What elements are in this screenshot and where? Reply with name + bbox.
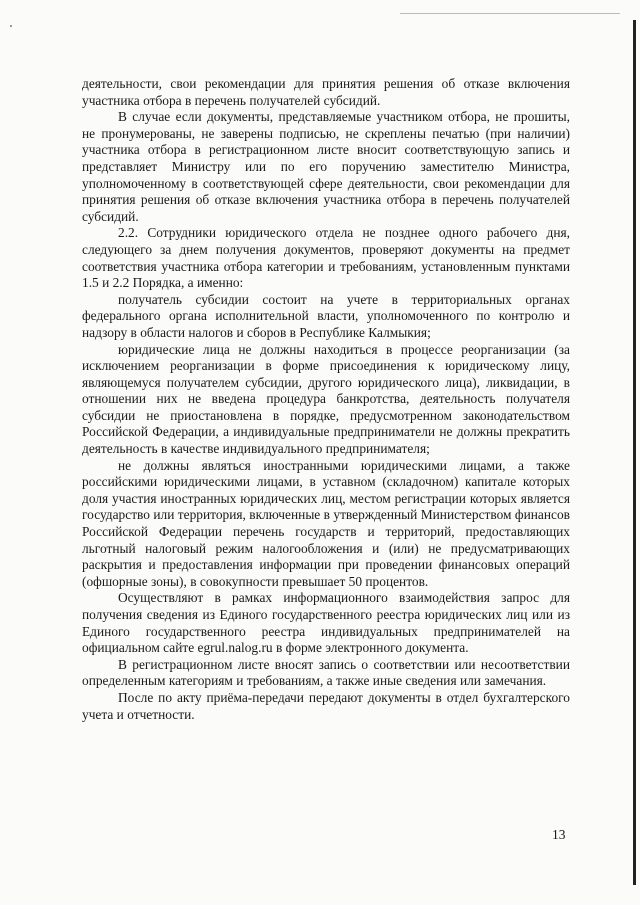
scan-artifact-line (400, 13, 620, 14)
paragraph-7: Осуществляют в рамках информационного взаимодействия запрос для получения сведения из Единого государственного реестра юридических лиц или из Единого государственного реестра индивидуальных предпринимателей на официальном сайте egrul.nalog.ru в форме электронного документа. (82, 590, 570, 656)
paragraph-2: В случае если документы, представляемые участником отбора, не прошиты, не пронумерованы, не заверены подписью, не скреплены печатью (при наличии) участника отбора в регистрационном листе вносит соответствующую запись и представляет Министру или по его поручению заместителю Министра, уполномоченному в соответствующей сфере деятельности, свои рекомендации для принятия решения об отказе включения участника отбора в перечень получателей субсидий. (82, 109, 570, 224)
document-body (82, 76, 570, 723)
scan-artifact-dot (10, 25, 12, 27)
paragraph-8: В регистрационном листе вносят запись о соответствии или несоответствии определенным категориям и требованиям, а также иные сведения или замечания. (82, 656, 570, 689)
paragraph-9: После по акту приёма-передачи передают документы в отдел бухгалтерского учета и отчетности. (82, 689, 570, 722)
paragraph-3: 2.2. Сотрудники юридического отдела не позднее одного рабочего дня, следующего за днем получения документов, проверяют документы на предмет соответствия участника отбора категории и требованиям, установленным пунктами 1.5 и 2.2 Порядка, а именно: (82, 225, 570, 291)
paragraph-6: не должны являться иностранными юридическими лицами, а также российскими юридическими лицами, в уставном (складочном) капитале которых доля участия иностранных юридических лиц, местом регистрации которых является государство или территория, включенные в утвержденный Министерством финансов Российской Федерации перечень государств и территорий, предоставляющих льготный налоговый режим налогообложения и (или) не предусматривающих раскрытия и предоставления информации при проведении финансовых операций (офшорные зоны), в совокупности превышает 50 процентов. (82, 457, 570, 589)
paragraph-5: юридические лица не должны находиться в процессе реорганизации (за исключением реорганизации в форме присоединения к юридическому лицу, являющемуся получателем субсидии, другого юридического лица), ликвидации, в отношении них не введена процедура банкротства, деятельность получателя субсидии не приостановлена в порядке, предусмотренном законодательством Российской Федерации, а индивидуальные предприниматели не должны прекратить деятельность в качестве индивидуального предпринимателя; (82, 341, 570, 457)
page-number: 13 (552, 827, 566, 842)
scan-edge-shadow (633, 20, 636, 885)
paragraph-1: деятельности, свои рекомендации для принятия решения об отказе включения участника отбора в перечень получателей субсидий. (82, 76, 570, 108)
paragraph-4: получатель субсидии состоит на учете в территориальных органах федерального органа исполнительной власти, уполномоченного по контролю и надзору в области налогов и сборов в Республике Калмыкия; (82, 291, 570, 340)
